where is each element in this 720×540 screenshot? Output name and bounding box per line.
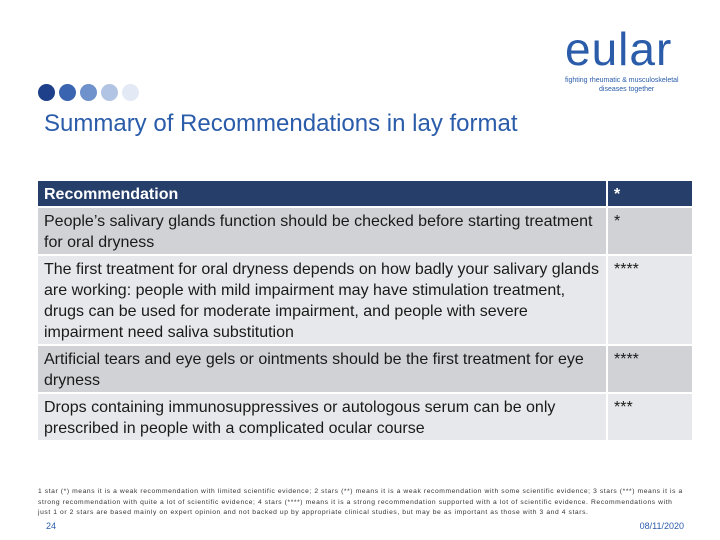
logo-wordmark: eular bbox=[565, 23, 673, 75]
star-rating-footnote: 1 star (*) means it is a weak recommendation with limited scientific evidence; 2 stars (**) means it is a weak recommendation with some scientific evidence; 3 stars (***) means it is a strong recommendation with quite a lot of scientific evidence; 4 stars (****) means it is a strong recommendation supported with a lot of scientific evidence. Recommendations with just 1 or 2 stars are based mainly on expert opinion and not backed up by appropriate clinical studies, but may be as important as those with 3 and 4 stars. bbox=[38, 488, 683, 516]
slide-title: Summary of Recommendations in lay format bbox=[44, 110, 518, 137]
table-row bbox=[38, 256, 692, 344]
dot-1 bbox=[38, 84, 55, 101]
header-recommendation: Recommendation bbox=[38, 181, 606, 206]
recommendation-stars: * bbox=[606, 208, 692, 254]
recommendation-text: Drops containing immunosuppressives or autologous serum can be only prescribed in people with a complicated ocular course bbox=[38, 394, 606, 440]
logo-tagline-line1: fighting rheumatic & musculoskeletal bbox=[565, 77, 679, 84]
eular-logo bbox=[565, 23, 705, 94]
dot-2 bbox=[59, 84, 76, 101]
page-number: 24 bbox=[46, 521, 57, 531]
recommendation-stars: **** bbox=[606, 346, 692, 392]
logo-tagline bbox=[565, 76, 705, 94]
dot-3 bbox=[80, 84, 97, 101]
recommendation-stars: **** bbox=[606, 256, 692, 344]
header-stars: * bbox=[606, 181, 692, 206]
recommendation-text: The first treatment for oral dryness depends on how badly your salivary glands are working: people with mild impairment may have stimulation treatment, drugs can be used for moderate impairment, and people with severe impairment need saliva substitution bbox=[38, 256, 606, 344]
dot-4 bbox=[101, 84, 118, 101]
slide-date: 08/11/2020 bbox=[639, 521, 684, 531]
table-row bbox=[38, 394, 692, 440]
recommendations-table bbox=[38, 179, 692, 442]
recommendation-text: People’s salivary glands function should be checked before starting treatment for oral dryness bbox=[38, 208, 606, 254]
table-row bbox=[38, 346, 692, 392]
table-header-row bbox=[38, 181, 692, 206]
recommendation-text: Artificial tears and eye gels or ointments should be the first treatment for eye dryness bbox=[38, 346, 606, 392]
dot-5 bbox=[122, 84, 139, 101]
logo-tagline-line2: diseases together bbox=[599, 86, 655, 93]
table-row bbox=[38, 208, 692, 254]
progress-dots bbox=[38, 84, 139, 101]
recommendation-stars: *** bbox=[606, 394, 692, 440]
